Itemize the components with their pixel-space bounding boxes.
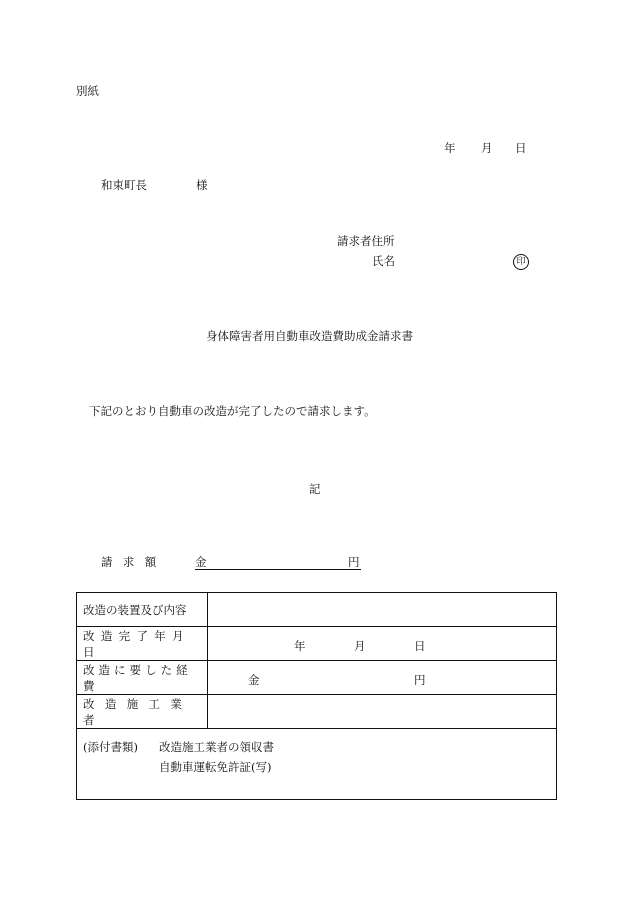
seal-mark	[513, 254, 529, 270]
addressee-name: 和束町長	[101, 178, 147, 192]
claimant-name-label: 氏名	[372, 254, 395, 268]
attachments-heading: (添付書類)	[83, 740, 138, 754]
date-month-label: 月	[481, 141, 493, 155]
claim-amount-unit: 円	[348, 555, 360, 569]
row-label-completion-date	[77, 627, 208, 661]
completion-month-label: 月	[354, 639, 366, 653]
table-row	[77, 695, 557, 729]
row-label-device-content	[77, 593, 208, 627]
expense-unit: 円	[414, 673, 426, 687]
attachment-item: 改造施工業者の領収書	[159, 740, 274, 754]
row-label-text: 改造の装置及び内容	[83, 602, 187, 617]
row-label-text: 改造に要した経費	[83, 662, 192, 693]
table-row	[77, 661, 557, 695]
ki-heading: 記	[309, 482, 321, 496]
date-year-label: 年	[444, 141, 456, 155]
claim-amount-underline	[195, 569, 361, 570]
claimant-address-label: 請求者住所	[337, 234, 395, 248]
attachments-cell	[77, 729, 557, 800]
completion-date-field[interactable]	[208, 627, 557, 661]
claim-amount-label: 請求額	[101, 555, 167, 569]
row-label-contractor	[77, 695, 208, 729]
modification-details-table	[76, 592, 557, 800]
row-label-text: 改造施工業者	[83, 696, 193, 727]
date-day-label: 日	[515, 141, 527, 155]
document-title: 身体障害者用自動車改造費助成金請求書	[206, 329, 413, 343]
table-row	[77, 627, 557, 661]
body-text: 下記のとおり自動車の改造が完了したので請求します。	[89, 404, 376, 418]
row-label-expense	[77, 661, 208, 695]
completion-day-label: 日	[414, 639, 426, 653]
row-label-text: 改造完了年月日	[83, 628, 190, 659]
seal-icon: 印	[513, 254, 529, 270]
table-row	[77, 729, 557, 800]
claim-amount-prefix: 金	[195, 555, 207, 569]
addressee-honorific: 様	[196, 178, 208, 192]
contractor-field[interactable]	[208, 695, 557, 729]
expense-field[interactable]	[208, 661, 557, 695]
completion-year-label: 年	[294, 639, 306, 653]
attachment-item: 自動車運転免許証(写)	[159, 760, 272, 774]
device-content-field[interactable]	[208, 593, 557, 627]
table-row	[77, 593, 557, 627]
attachment-label: 別紙	[76, 84, 99, 98]
expense-prefix: 金	[248, 673, 260, 687]
